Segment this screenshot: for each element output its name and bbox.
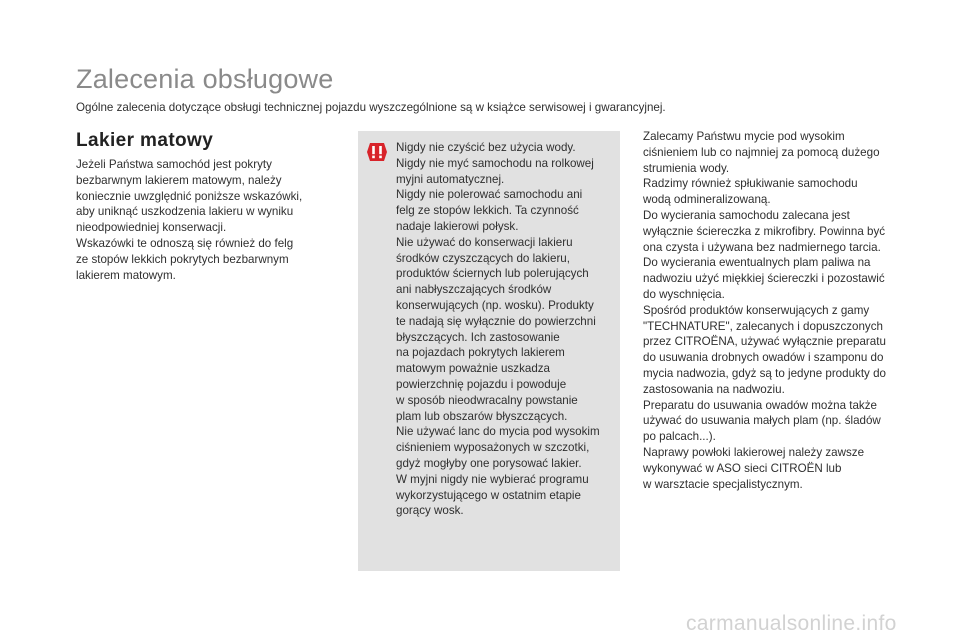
warning-line: konserwujących (np. wosku). Produkty	[396, 298, 594, 312]
recommendation-line: używać do usuwania małych plam (np. śladów	[643, 414, 881, 428]
watermark: carmanualsonline.info	[686, 612, 897, 635]
warning-line: produktów ściernych lub polerujących	[396, 267, 589, 281]
warning-line: nadaje lakierowi połysk.	[396, 219, 519, 233]
recommendation-line: Do wycierania ewentualnych plam paliwa na	[643, 256, 871, 270]
warning-line: powierzchnię pojazdu i powoduje	[396, 377, 567, 391]
recommendation-line: ciśnieniem lub co najmniej za pomocą dużego	[643, 145, 880, 159]
recommendations-text	[643, 129, 943, 492]
recommendation-line: wykonywać w ASO sieci CITROËN lub	[643, 461, 842, 475]
recommendation-line: zastosowania na nadwoziu.	[643, 382, 785, 396]
intro-line: bezbarwnym lakierem matowym, należy	[76, 173, 282, 187]
recommendation-line: Spośród produktów konserwujących z gamy	[643, 303, 870, 317]
page-subtitle: Ogólne zalecenia dotyczące obsługi technicznej pojazdu wyszczególnione są w książce serwisowej i gwarancyjnej.	[76, 101, 666, 114]
warning-line: Nigdy nie myć samochodu na rolkowej	[396, 156, 594, 170]
section-intro	[76, 157, 326, 283]
warning-line: Nigdy nie polerować samochodu ani	[396, 188, 583, 202]
intro-line: koniecznie uwzględnić poniższe wskazówki,	[76, 189, 303, 203]
warning-line: gorący wosk.	[396, 504, 464, 518]
warning-line: ciśnieniem wyposażonych w szczotki,	[396, 441, 590, 455]
warning-line: ani nabłyszczających środków	[396, 283, 552, 297]
intro-line: Wskazówki te odnoszą się również do felg	[76, 236, 294, 250]
warning-line: myjni automatycznej.	[396, 172, 505, 186]
recommendation-line: przez CITROËNA, używać wyłącznie preparatu	[643, 335, 886, 349]
recommendation-line: Zalecamy Państwu mycie pod wysokim	[643, 130, 845, 143]
recommendation-line: w warsztacie specjalistycznym.	[643, 477, 803, 491]
recommendation-line: wodą odmineralizowaną.	[643, 193, 771, 207]
warning-line: Nie używać do konserwacji lakieru	[396, 235, 573, 249]
intro-line: ze stopów lekkich pokrytych bezbarwnym	[76, 252, 289, 266]
recommendation-line: do usuwania drobnych owadów i szamponu do	[643, 351, 884, 365]
recommendation-line: Do wycierania samochodu zalecana jest	[643, 208, 850, 222]
intro-line: nieodpowiedniej konserwacji.	[76, 221, 227, 235]
intro-line: Jeżeli Państwa samochód jest pokryty	[76, 158, 272, 171]
recommendation-line: Radzimy również spłukiwanie samochodu	[643, 177, 858, 191]
recommendation-line: Naprawy powłoki lakierowej należy zawsze	[643, 445, 865, 459]
warning-line: W myjni nigdy nie wybierać programu	[396, 472, 589, 486]
warning-line: środków czyszczących do lakieru,	[396, 251, 570, 265]
warning-line: plam lub obszarów błyszczących.	[396, 409, 568, 423]
warning-line: te nadają się wyłącznie do powierzchni	[396, 314, 596, 328]
intro-line: lakierem matowym.	[76, 268, 176, 282]
page-title: Zalecenia obsługowe	[76, 64, 334, 94]
section-heading: Lakier matowy	[76, 130, 214, 151]
recommendation-line: "TECHNATURE", zalecanych i dopuszczonych	[643, 319, 883, 333]
warning-line: w sposób nieodwracalny powstanie	[396, 393, 578, 407]
warning-line: na pojazdach pokrytych lakierem	[396, 346, 565, 360]
warning-line: matowym poważnie uszkadza	[396, 362, 551, 376]
matte-paint-section	[76, 130, 326, 283]
warning-exclamation-icon	[366, 142, 388, 162]
warning-line: Nigdy nie czyścić bez użycia wody.	[396, 141, 576, 154]
recommendation-line: strumienia wody.	[643, 161, 730, 175]
recommendation-line: nadwoziu użyć miękkiej ściereczki i pozostawić	[643, 272, 885, 286]
warning-line: Nie używać lanc do mycia pod wysokim	[396, 425, 600, 439]
warning-line: wykorzystującego w ostatnim etapie	[396, 488, 581, 502]
intro-line: aby uniknąć uszkodzenia lakieru w wyniku	[76, 205, 294, 219]
recommendation-line: po palcach...).	[643, 430, 716, 444]
warning-text	[396, 140, 618, 519]
recommendation-line: mycia nadwozia, gdyż są to jedyne produkty do	[643, 366, 886, 380]
warning-box	[358, 131, 620, 571]
recommendation-line: do wyschnięcia.	[643, 287, 725, 301]
warning-line: błyszczących. Ich zastosowanie	[396, 330, 560, 344]
warning-line: gdyż mogłyby one porysować lakier.	[396, 456, 582, 470]
recommendation-line: wyłącznie ściereczka z mikrofibry. Powinna być	[643, 224, 886, 238]
warning-line: felg ze stopów lekkich. Ta czynność	[396, 204, 579, 218]
recommendation-line: ona czysta i używana bez nadmiernego tarcia.	[643, 240, 881, 254]
recommendation-line: Preparatu do usuwania owadów można także	[643, 398, 877, 412]
